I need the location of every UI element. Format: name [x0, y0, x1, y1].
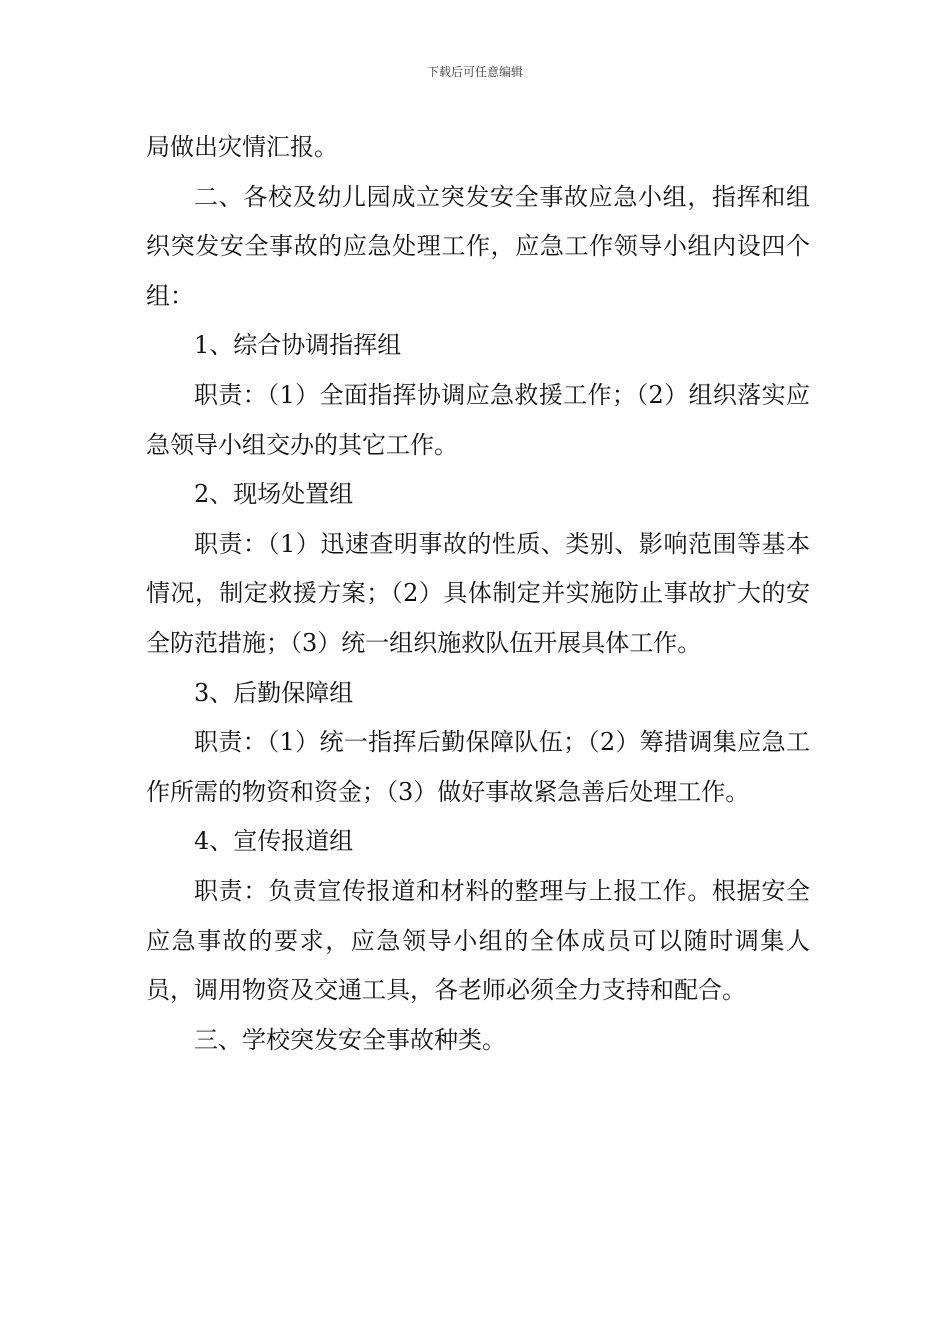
group-duties: 职责：负责宣传报道和材料的整理与上报工作。根据安全应急事故的要求，应急领导小组的全体成员可以随时调集人员，调用物资及交通工具，各老师必须全力支持和配合。: [146, 876, 810, 1005]
section-heading: 二、各校及幼儿园成立突发安全事故应急小组，指挥和组织突发安全事故的应急处理工作，应急工作领导小组内设四个组：: [146, 182, 810, 310]
group-title: 3、后勤保障组: [194, 678, 354, 707]
group-duties: 职责：（1）迅速查明事故的性质、类别、影响范围等基本情况，制定救援方案；（2）具体制定并实施防止事故扩大的安全防范措施；（3）统一组织施救队伍开展具体工作。: [146, 529, 810, 657]
paragraph: 局做出灾情汇报。: [146, 133, 338, 161]
group-title: 4、宣传报道组: [194, 827, 354, 856]
group-duties: 职责：（1）全面指挥协调应急救援工作；（2）组织落实应急领导小组交办的其它工作。: [146, 380, 810, 459]
group-title: 2、现场处置组: [194, 480, 354, 509]
section-heading: 三、学校突发安全事故种类。: [194, 1025, 506, 1054]
group-duties: 职责：（1）统一指挥后勤保障队伍；（2）筹措调集应急工作所需的物资和资金；（3）做好事故紧急善后处理工作。: [146, 728, 810, 806]
document-body: [146, 123, 810, 1065]
group-title: 1、综合协调指挥组: [194, 331, 402, 360]
page-header: 下载后可任意编辑: [426, 65, 523, 79]
